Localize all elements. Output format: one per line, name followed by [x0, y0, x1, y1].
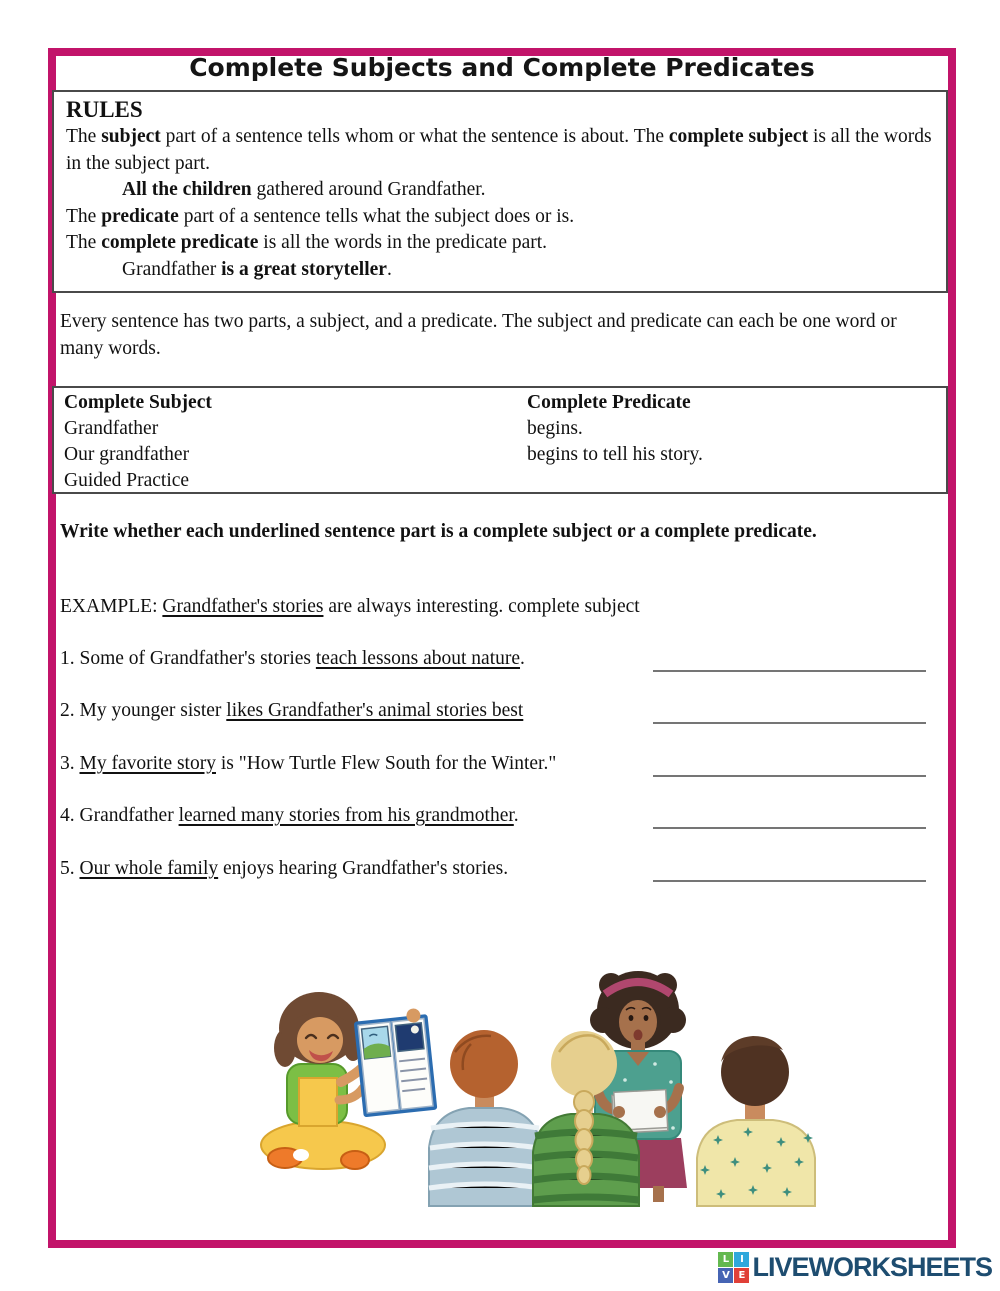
- answer-blank-4[interactable]: [653, 804, 926, 829]
- complete-predicate-column: [527, 390, 946, 492]
- listener-boy-striped-shirt: [429, 1030, 541, 1206]
- question-3: [60, 751, 926, 777]
- question-2: [60, 698, 926, 724]
- table-row: Guided Practice: [64, 470, 190, 491]
- complete-subject-column: [54, 390, 527, 492]
- logo-square-e: E: [734, 1268, 749, 1283]
- liveworksheets-logo: [718, 1252, 992, 1283]
- sitting-girl-with-book: [261, 992, 437, 1169]
- question-1: [60, 646, 926, 672]
- question-1-text: 1. Some of Grandfather's stories teach lessons about nature.: [60, 648, 525, 669]
- intro-paragraph: Every sentence has two parts, a subject, and a predicate. The subject and predicate can each be one word or many words.: [60, 311, 897, 359]
- logo-square-v: V: [718, 1268, 733, 1283]
- logo-square-i: I: [734, 1252, 749, 1267]
- rules-example-subject: All the children gathered around Grandfather.: [122, 179, 486, 200]
- answer-blank-3[interactable]: [653, 752, 926, 777]
- rules-line-3: The complete predicate is all the words in the predicate part.: [66, 232, 548, 253]
- question-5-text: 5. Our whole family enjoys hearing Grandfather's stories.: [60, 858, 509, 879]
- rules-line-1: The subject part of a sentence tells whom or what the sentence is about. The complete subject is all the words in the subject part.: [66, 126, 932, 174]
- page-title: Complete Subjects and Complete Predicates: [189, 53, 815, 82]
- table-row: begins to tell his story.: [527, 444, 703, 465]
- question-4-text: 4. Grandfather learned many stories from his grandmother.: [60, 805, 519, 826]
- column-header-predicate: Complete Predicate: [527, 392, 691, 413]
- table-row: begins.: [527, 418, 583, 439]
- rules-heading: RULES: [66, 97, 143, 122]
- question-5: [60, 856, 926, 882]
- picture-book: [353, 1007, 437, 1117]
- column-header-subject: Complete Subject: [64, 392, 212, 413]
- question-3-text: 3. My favorite story is "How Turtle Flew South for the Winter.": [60, 753, 557, 774]
- liveworksheets-wordmark: LIVEWORKSHEETS: [752, 1252, 992, 1282]
- table-row: Our grandfather: [64, 444, 190, 465]
- rules-line-2: The predicate part of a sentence tells what the subject does or is.: [66, 205, 575, 227]
- answer-blank-5[interactable]: [653, 857, 926, 882]
- table-row: Grandfather: [64, 418, 159, 439]
- answer-blank-1[interactable]: [653, 647, 926, 672]
- listener-boy-star-shirt: [697, 1036, 815, 1206]
- directions-text: Write whether each underlined sentence part is a complete subject or a complete predicate.: [60, 521, 817, 542]
- rules-box: [52, 90, 948, 293]
- question-2-text: 2. My younger sister likes Grandfather's animal stories best: [60, 700, 524, 721]
- storytelling-illustration: [243, 960, 818, 1208]
- subject-predicate-table: [52, 386, 948, 494]
- liveworksheets-logo-icon: [718, 1252, 749, 1283]
- question-4: [60, 803, 926, 829]
- rules-example-predicate: Grandfather is a great storyteller.: [122, 258, 392, 280]
- logo-square-l: L: [718, 1252, 733, 1267]
- answer-blank-2[interactable]: [653, 699, 926, 724]
- example-sentence: EXAMPLE: Grandfather's stories are always interesting. complete subject: [60, 596, 640, 617]
